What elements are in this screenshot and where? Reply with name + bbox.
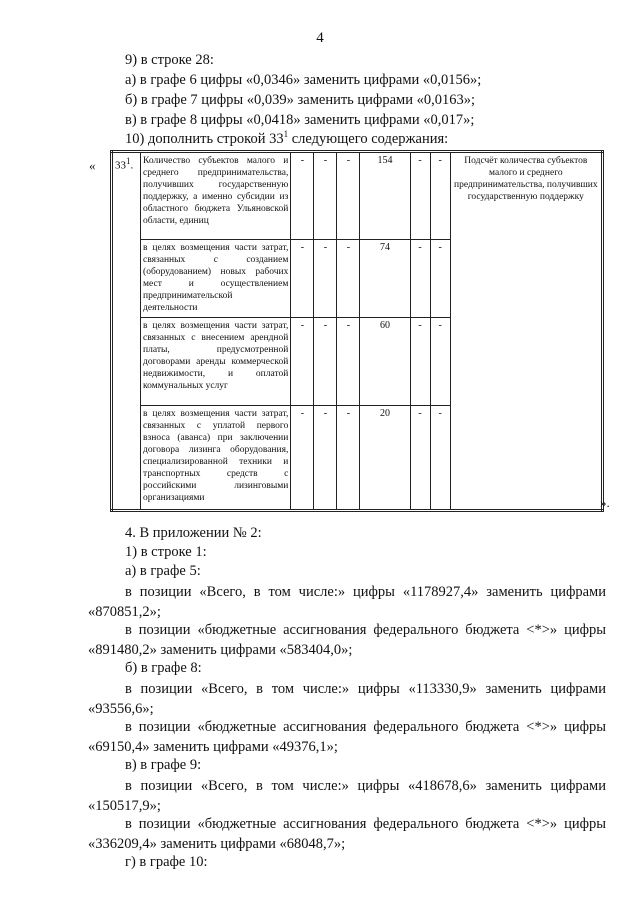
section-4-v-position-1: в позиции «Всего, в том числе:» цифры «418678,6» заменить цифрами «150517,9»; <box>88 778 606 814</box>
intro-line-1: 9) в строке 28: <box>125 52 214 68</box>
row-2-c3: - <box>337 318 360 406</box>
row-1-c6: - <box>430 240 450 318</box>
section-4-v-position-2: в позиции «бюджетные ассигнования федерального бюджета <*>» цифры «336209,4» заменить цифрами «68048,7»; <box>88 816 606 852</box>
row-number-sup: 1 <box>126 156 131 166</box>
section-4-item-g: г) в графе 10: <box>125 854 208 870</box>
section-4-item-v: в) в графе 9: <box>125 757 202 773</box>
row-2-value: 60 <box>360 318 410 406</box>
section-4-b-position-1: в позиции «Всего, в том числе:» цифры «113330,9» заменить цифрами «93556,6»; <box>88 681 606 717</box>
row-3-value: 20 <box>360 406 410 511</box>
intro-line-5-pre: 10) дополнить строкой 33 <box>125 130 284 147</box>
row-3-c5: - <box>410 406 430 511</box>
section-4-a-position-2: в позиции «бюджетные ассигнования федерального бюджета <*>» цифры «891480,2» заменить цифрами «583404,0»; <box>88 622 606 658</box>
row-1-c2: - <box>314 240 337 318</box>
row-number: 33 <box>115 159 126 172</box>
section-4-row-1: 1) в строке 1: <box>125 544 207 560</box>
row-1-value: 74 <box>360 240 410 318</box>
row-1-c3: - <box>337 240 360 318</box>
row-1-desc: в целях возмещения части затрат, связанных с созданием (оборудованием) новых рабочих мест и осуществлением предпринимательской деятельности <box>141 240 291 318</box>
row-number-dot: . <box>130 159 134 172</box>
row-3-c2: - <box>314 406 337 511</box>
intro-line-5 <box>125 129 448 148</box>
intro-line-3: б) в графе 7 цифры «0,039» заменить цифрами «0,0163»; <box>125 92 475 108</box>
amendment-table <box>110 150 604 512</box>
row-0-desc: Количество субъектов малого и среднего предпринимательства, получивших государственную поддержку, а именно субсидии из областного бюджета Ульяновской области, единиц <box>141 152 291 240</box>
row-0-c5: - <box>410 152 430 240</box>
row-2-desc: в целях возмещения части затрат, связанных с внесением арендной платы, предусмотренной договорами аренды коммерческой недвижимости, и оплатой коммунальных услуг <box>141 318 291 406</box>
section-4-item-a: а) в графе 5: <box>125 563 201 579</box>
intro-line-5-post: следующего содержания: <box>288 130 449 147</box>
row-3-c1: - <box>291 406 314 511</box>
section-4-heading: 4. В приложении № 2: <box>125 525 262 541</box>
row-2-c2: - <box>314 318 337 406</box>
section-4-a-position-1: в позиции «Всего, в том числе:» цифры «1178927,4» заменить цифрами «870851,2»; <box>88 584 606 620</box>
intro-line-5-sup: 1 <box>283 129 289 139</box>
row-3-desc: в целях возмещения части затрат, связанных с уплатой первого взноса (аванса) при заключении договора лизинга оборудования, специализированной техники и транспортных средств с российскими лизинговыми организациями <box>141 406 291 511</box>
quote-open: « <box>89 158 96 173</box>
intro-line-4: в) в графе 8 цифры «0,0418» заменить цифрами «0,017»; <box>125 112 475 128</box>
section-4-item-b: б) в графе 8: <box>125 660 202 676</box>
row-2-c5: - <box>410 318 430 406</box>
note-cell: Подсчёт количества субъектов малого и среднего предпринимательства, получивших государственную поддержку <box>450 152 602 511</box>
row-3-c6: - <box>430 406 450 511</box>
row-1-c5: - <box>410 240 430 318</box>
row-0-value: 154 <box>360 152 410 240</box>
row-0-c1: - <box>291 152 314 240</box>
row-3-c3: - <box>337 406 360 511</box>
row-2-c6: - <box>430 318 450 406</box>
row-number-cell <box>112 152 141 511</box>
row-0-c2: - <box>314 152 337 240</box>
row-1-c1: - <box>291 240 314 318</box>
section-4-b-position-2: в позиции «бюджетные ассигнования федерального бюджета <*>» цифры «69150,4» заменить цифрами «49376,1»; <box>88 719 606 755</box>
row-0-c3: - <box>337 152 360 240</box>
intro-line-2: а) в графе 6 цифры «0,0346» заменить цифрами «0,0156»; <box>125 72 482 88</box>
page-number: 4 <box>316 30 324 46</box>
row-0-c6: - <box>430 152 450 240</box>
quote-close: ». <box>600 495 610 510</box>
row-2-c1: - <box>291 318 314 406</box>
